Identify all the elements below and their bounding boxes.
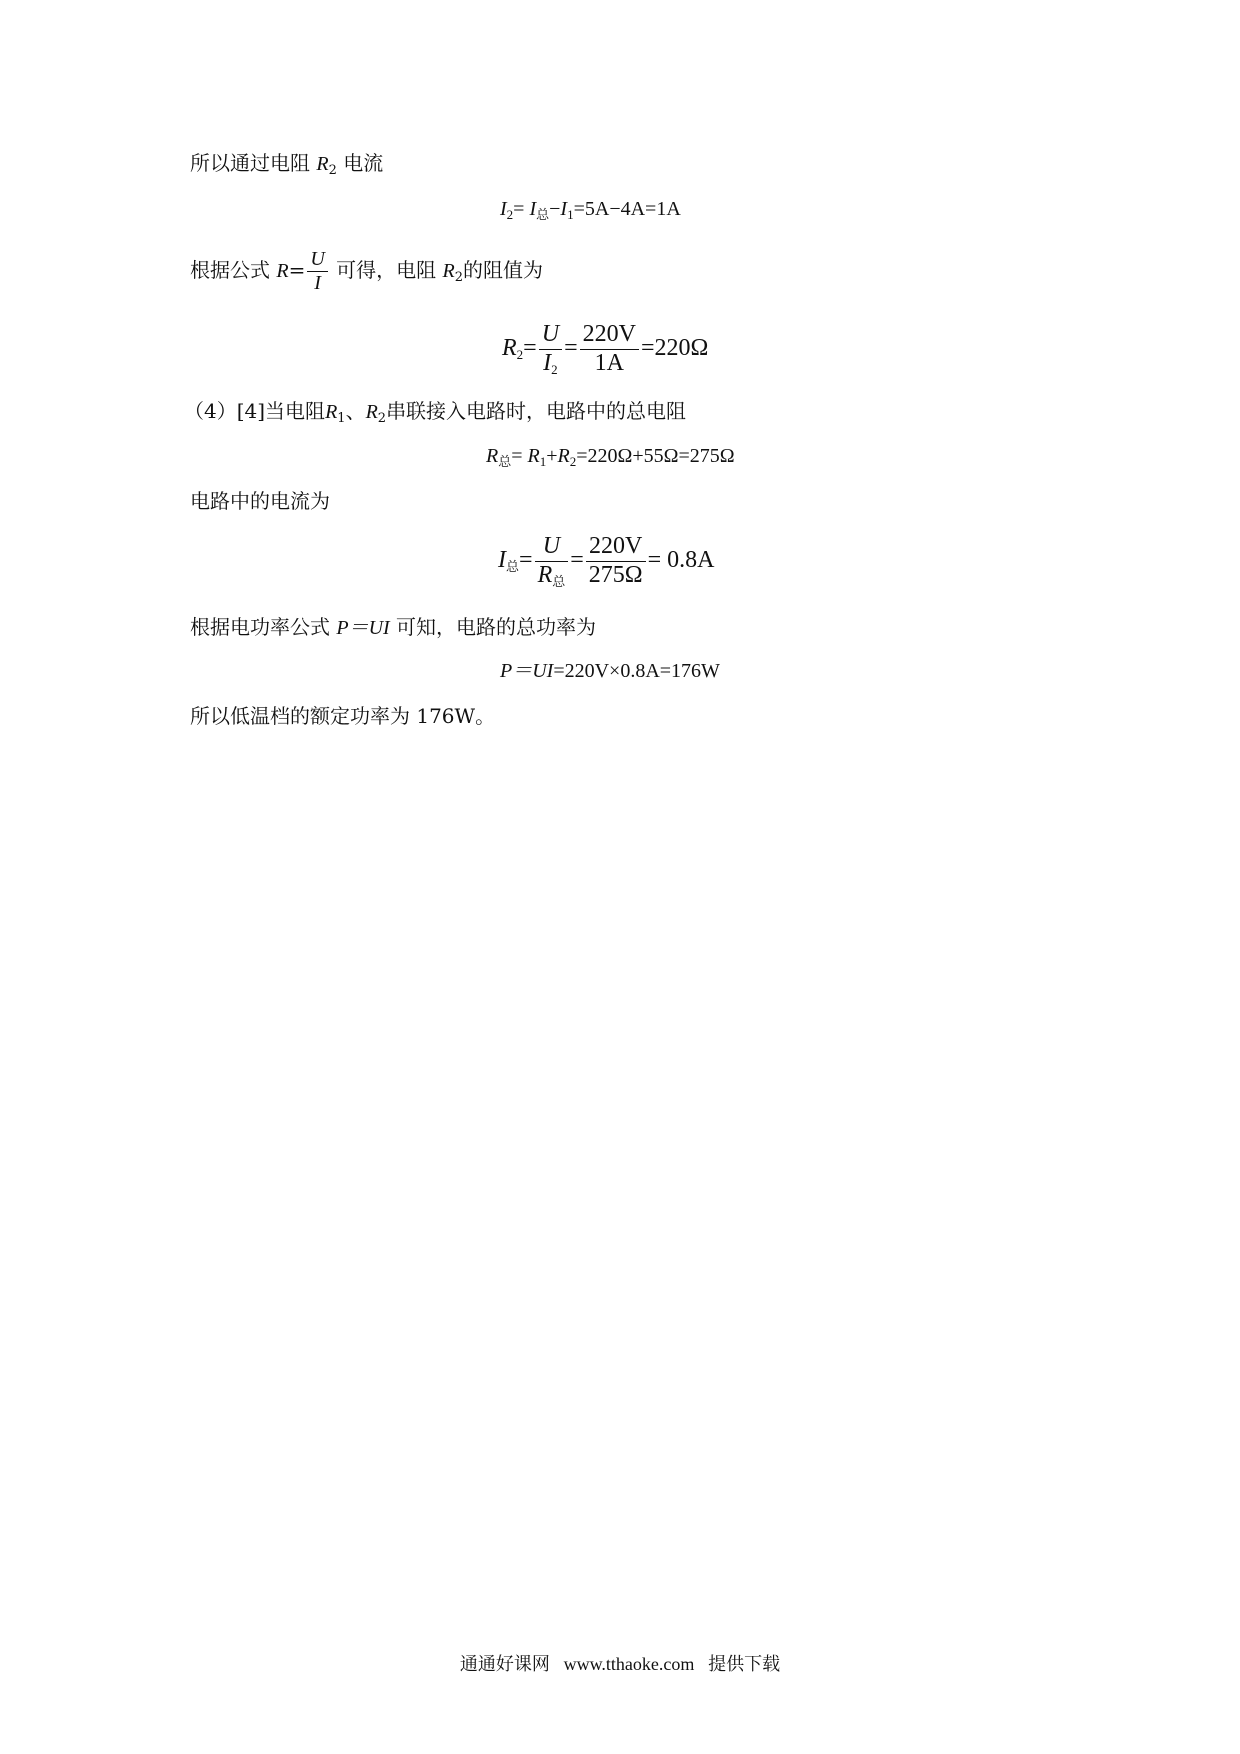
var: R (557, 445, 570, 467)
text: = (288, 258, 306, 282)
var: R (325, 401, 338, 423)
text: 所以低温档的额定功率为 176W。 (190, 704, 496, 728)
subscript: 2 (516, 347, 524, 362)
footer-url[interactable]: www.tthaoke.com (563, 1654, 695, 1674)
text: 可知，电路的总功率为 (396, 615, 597, 639)
text-line-6 (190, 703, 495, 729)
var: R (276, 260, 289, 282)
text: 所以通过电阻 (190, 151, 310, 175)
text: = (519, 547, 533, 573)
var: R (527, 445, 540, 467)
text: （4）[4]当电阻 (184, 399, 326, 423)
var: R (365, 401, 378, 423)
fraction (580, 321, 639, 377)
equation-4 (498, 530, 715, 597)
footer-text: 提供下载 (708, 1654, 781, 1675)
equation-5 (500, 658, 720, 684)
var: I (529, 198, 537, 220)
text: = (511, 445, 528, 467)
text-line-3 (184, 398, 686, 432)
text: = 0.8A (647, 547, 715, 573)
formula: P＝UI (500, 660, 554, 682)
subscript: 总 (552, 573, 566, 589)
var: R (442, 260, 455, 282)
text-line-4 (190, 488, 330, 514)
text: 电路中的电流为 (190, 489, 330, 513)
subscript: 总 (536, 207, 550, 222)
text: 根据电功率公式 (190, 615, 330, 639)
text: − (549, 198, 561, 220)
fraction (535, 533, 569, 590)
text: = (513, 198, 530, 220)
text-line-5 (190, 614, 596, 641)
denominator: I (314, 272, 321, 294)
text: = (523, 335, 537, 361)
subscript: 2 (506, 207, 514, 222)
numerator: U (307, 248, 327, 272)
denominator (539, 350, 562, 378)
denominator (535, 562, 569, 590)
var: I (500, 198, 507, 220)
subscript: 总 (498, 454, 512, 469)
denominator: 1A (594, 349, 624, 376)
numerator: U (535, 533, 569, 562)
equation-2 (502, 318, 708, 385)
subscript: 1 (539, 454, 547, 469)
subscript: 2 (454, 270, 464, 285)
text: = (570, 547, 584, 573)
equation-1 (500, 196, 681, 228)
text: 可得，电阻 (336, 258, 437, 282)
var-r: R (316, 153, 329, 175)
var: I (498, 547, 506, 573)
equation-3 (486, 443, 735, 475)
subscript: 2 (569, 454, 577, 469)
var: R (486, 445, 499, 467)
text: 根据公式 (190, 258, 270, 282)
subscript: 1 (567, 207, 574, 222)
text: 、 (345, 399, 366, 423)
text: 的阻值为 (463, 258, 544, 282)
numerator: 220V (586, 533, 646, 562)
subscript: 2 (551, 361, 558, 377)
var: I (543, 349, 552, 376)
var: R (537, 561, 553, 588)
text: 串联接入电路时，电路中的总电阻 (386, 399, 687, 423)
fraction (586, 533, 646, 589)
text: 电流 (343, 151, 384, 175)
formula: P＝UI (336, 617, 390, 639)
var: I (560, 198, 568, 220)
subscript: 1 (337, 411, 346, 426)
page-footer (0, 1650, 1240, 1676)
text: =220V×0.8A=176W (553, 660, 720, 682)
var: R (502, 335, 517, 361)
text: =220Ω+55Ω=275Ω (576, 445, 735, 467)
text: =5A−4A=1A (573, 198, 681, 220)
fraction (539, 321, 562, 378)
subscript: 2 (377, 411, 387, 426)
numerator: U (539, 321, 562, 350)
numerator: 220V (580, 321, 639, 350)
footer-site-name: 通通好课网 (459, 1654, 550, 1675)
subscript: 2 (328, 163, 337, 178)
text: = (564, 335, 578, 361)
fraction (307, 248, 327, 295)
text-line-1 (190, 150, 383, 184)
text: =220Ω (640, 335, 709, 361)
text: + (546, 445, 558, 467)
text-line-2 (190, 240, 543, 308)
denominator: 275Ω (588, 561, 643, 588)
subscript: 总 (506, 559, 520, 574)
